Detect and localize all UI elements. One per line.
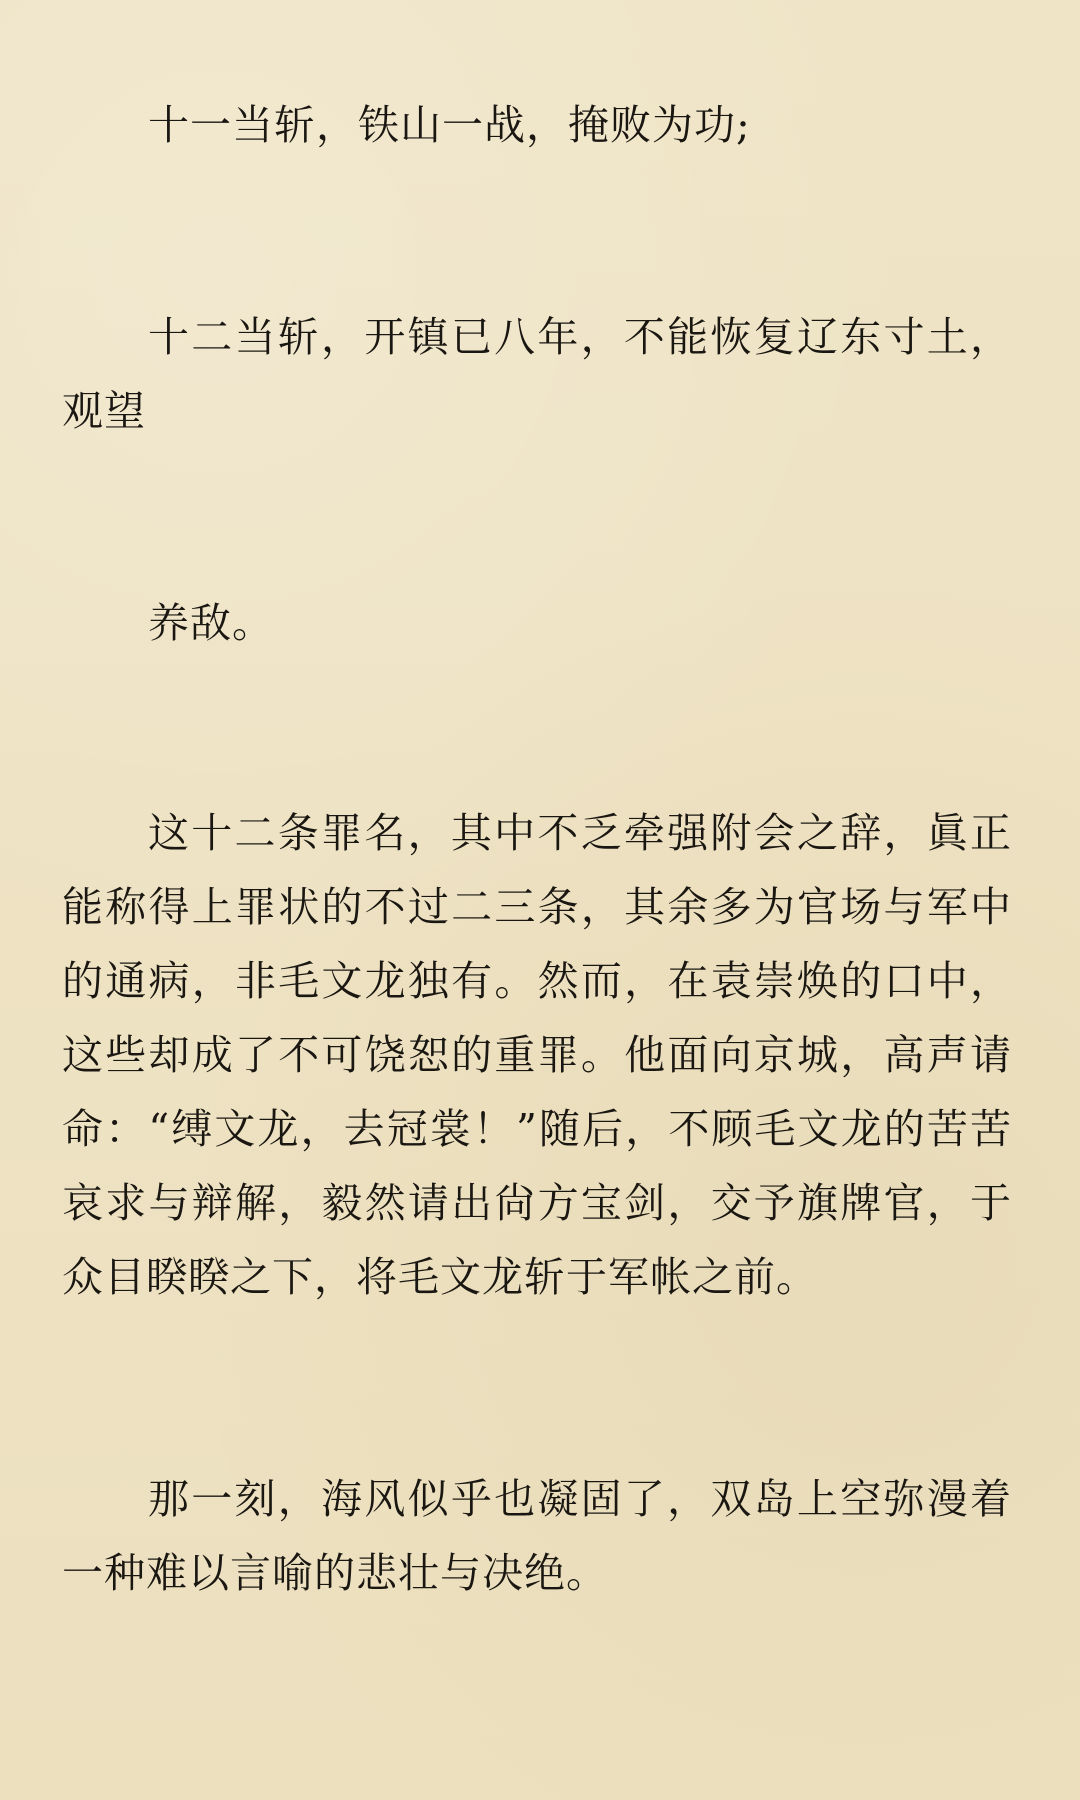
paragraph: 十一当斩，铁山一战，掩败为功; xyxy=(148,101,751,149)
paragraph: 这十二条罪名，其中不乏牵强附会之辞，眞正能称得上罪状的不过二三条，其余多为官场与军中的通病，非毛文龙独有。然而，在袁崇焕的口中，这些却成了不可饶恕的重罪。他面向京城，高声请命：“缚文龙，去冠裳！”随后，不顾毛文龙的苦苦哀求与辩解，毅然请出尙方宝剑，交予旗牌官，于众目睽睽之下，将毛文龙斩于军帐之前。 xyxy=(62,809,1012,1301)
paragraph: 养敌。 xyxy=(148,599,274,647)
paragraph: 十二当斩，开镇已八年，不能恢复辽东寸土，观望 xyxy=(62,313,1012,435)
paragraph: 那一刻，海风似乎也凝固了，双岛上空弥漫着一种难以言喻的悲壮与决绝。 xyxy=(62,1475,1012,1597)
